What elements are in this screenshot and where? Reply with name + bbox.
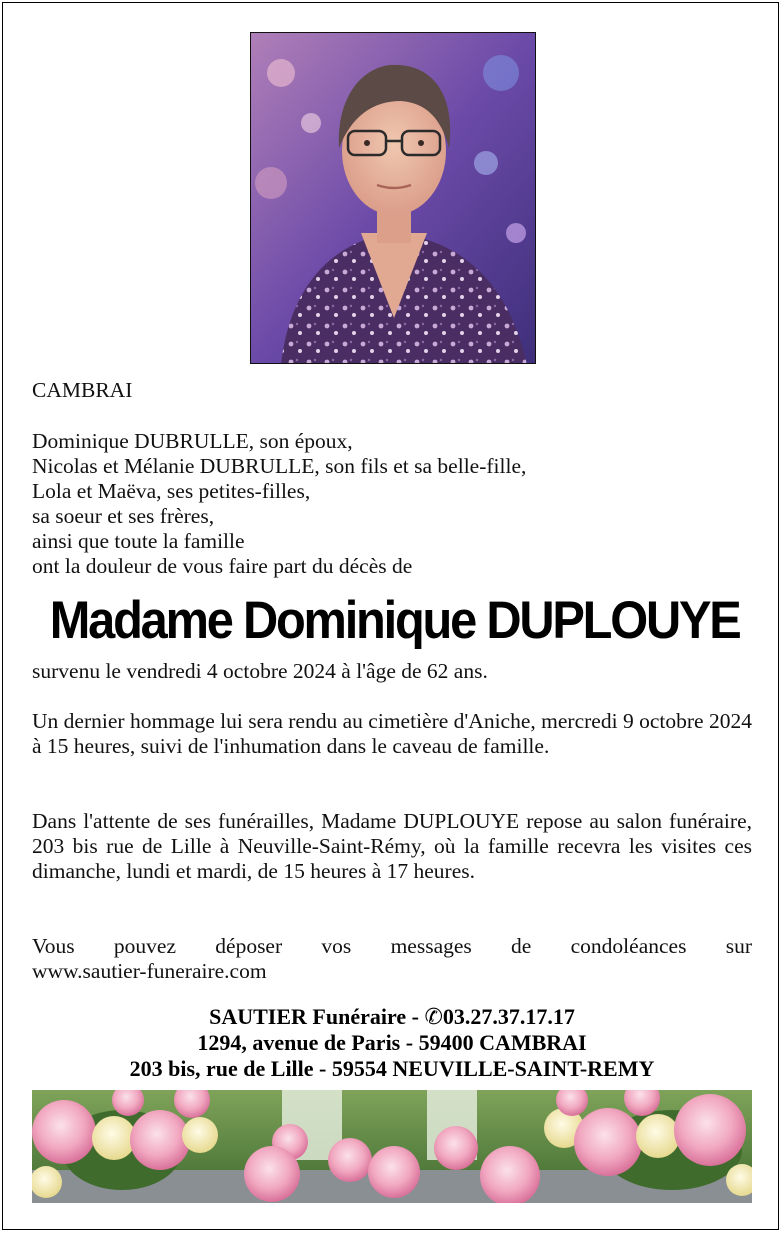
death-info: survenu le vendredi 4 octobre 2024 à l'âge de 62 ans.	[32, 659, 488, 683]
funeral-home-name-line	[20, 1004, 764, 1030]
family-line: Nicolas et Mélanie DUBRULLE, son fils et sa belle-fille,	[32, 454, 527, 478]
funeral-home-address-2: 203 bis, rue de Lille - 59554 NEUVILLE-SAINT-REMY	[129, 1056, 655, 1081]
funeral-home-address-1: 1294, avenue de Paris - 59400 CAMBRAI	[197, 1030, 587, 1055]
deceased-name: Madame Dominique DUPLOUYE	[49, 591, 740, 650]
roses-banner	[32, 1090, 752, 1203]
funeral-home-info	[20, 1004, 764, 1082]
phone-icon: ✆	[424, 1004, 443, 1029]
condolences-paragraph: Vous pouvez déposer vos messages de condoléances sur www.sautier-funeraire.com	[32, 934, 752, 983]
family-line: Dominique DUBRULLE, son époux,	[32, 429, 353, 453]
funeral-home-name: SAUTIER Funéraire -	[209, 1004, 425, 1029]
family-line: sa soeur et ses frères,	[32, 504, 215, 528]
family-line: Lola et Maëva, ses petites-filles,	[32, 479, 311, 503]
family-line: ont la douleur de vous faire part du décès de	[32, 554, 413, 578]
rest-paragraph: Dans l'attente de ses funérailles, Madame DUPLOUYE repose au salon funéraire, 203 bis rue de Lille à Neuville-Saint-Rémy, où la famille recevra les visites ces dimanche, lundi et mardi, de 15 heures à 17 heures.	[32, 809, 752, 883]
funeral-home-phone: 03.27.37.17.17	[442, 1004, 575, 1029]
city-heading: CAMBRAI	[32, 378, 133, 402]
family-line: ainsi que toute la famille	[32, 529, 245, 553]
family-list	[32, 429, 752, 579]
portrait-photo	[250, 32, 536, 364]
ceremony-paragraph: Un dernier hommage lui sera rendu au cimetière d'Aniche, mercredi 9 octobre 2024 à 15 heures, suivi de l'inhumation dans le caveau de famille.	[32, 709, 752, 758]
